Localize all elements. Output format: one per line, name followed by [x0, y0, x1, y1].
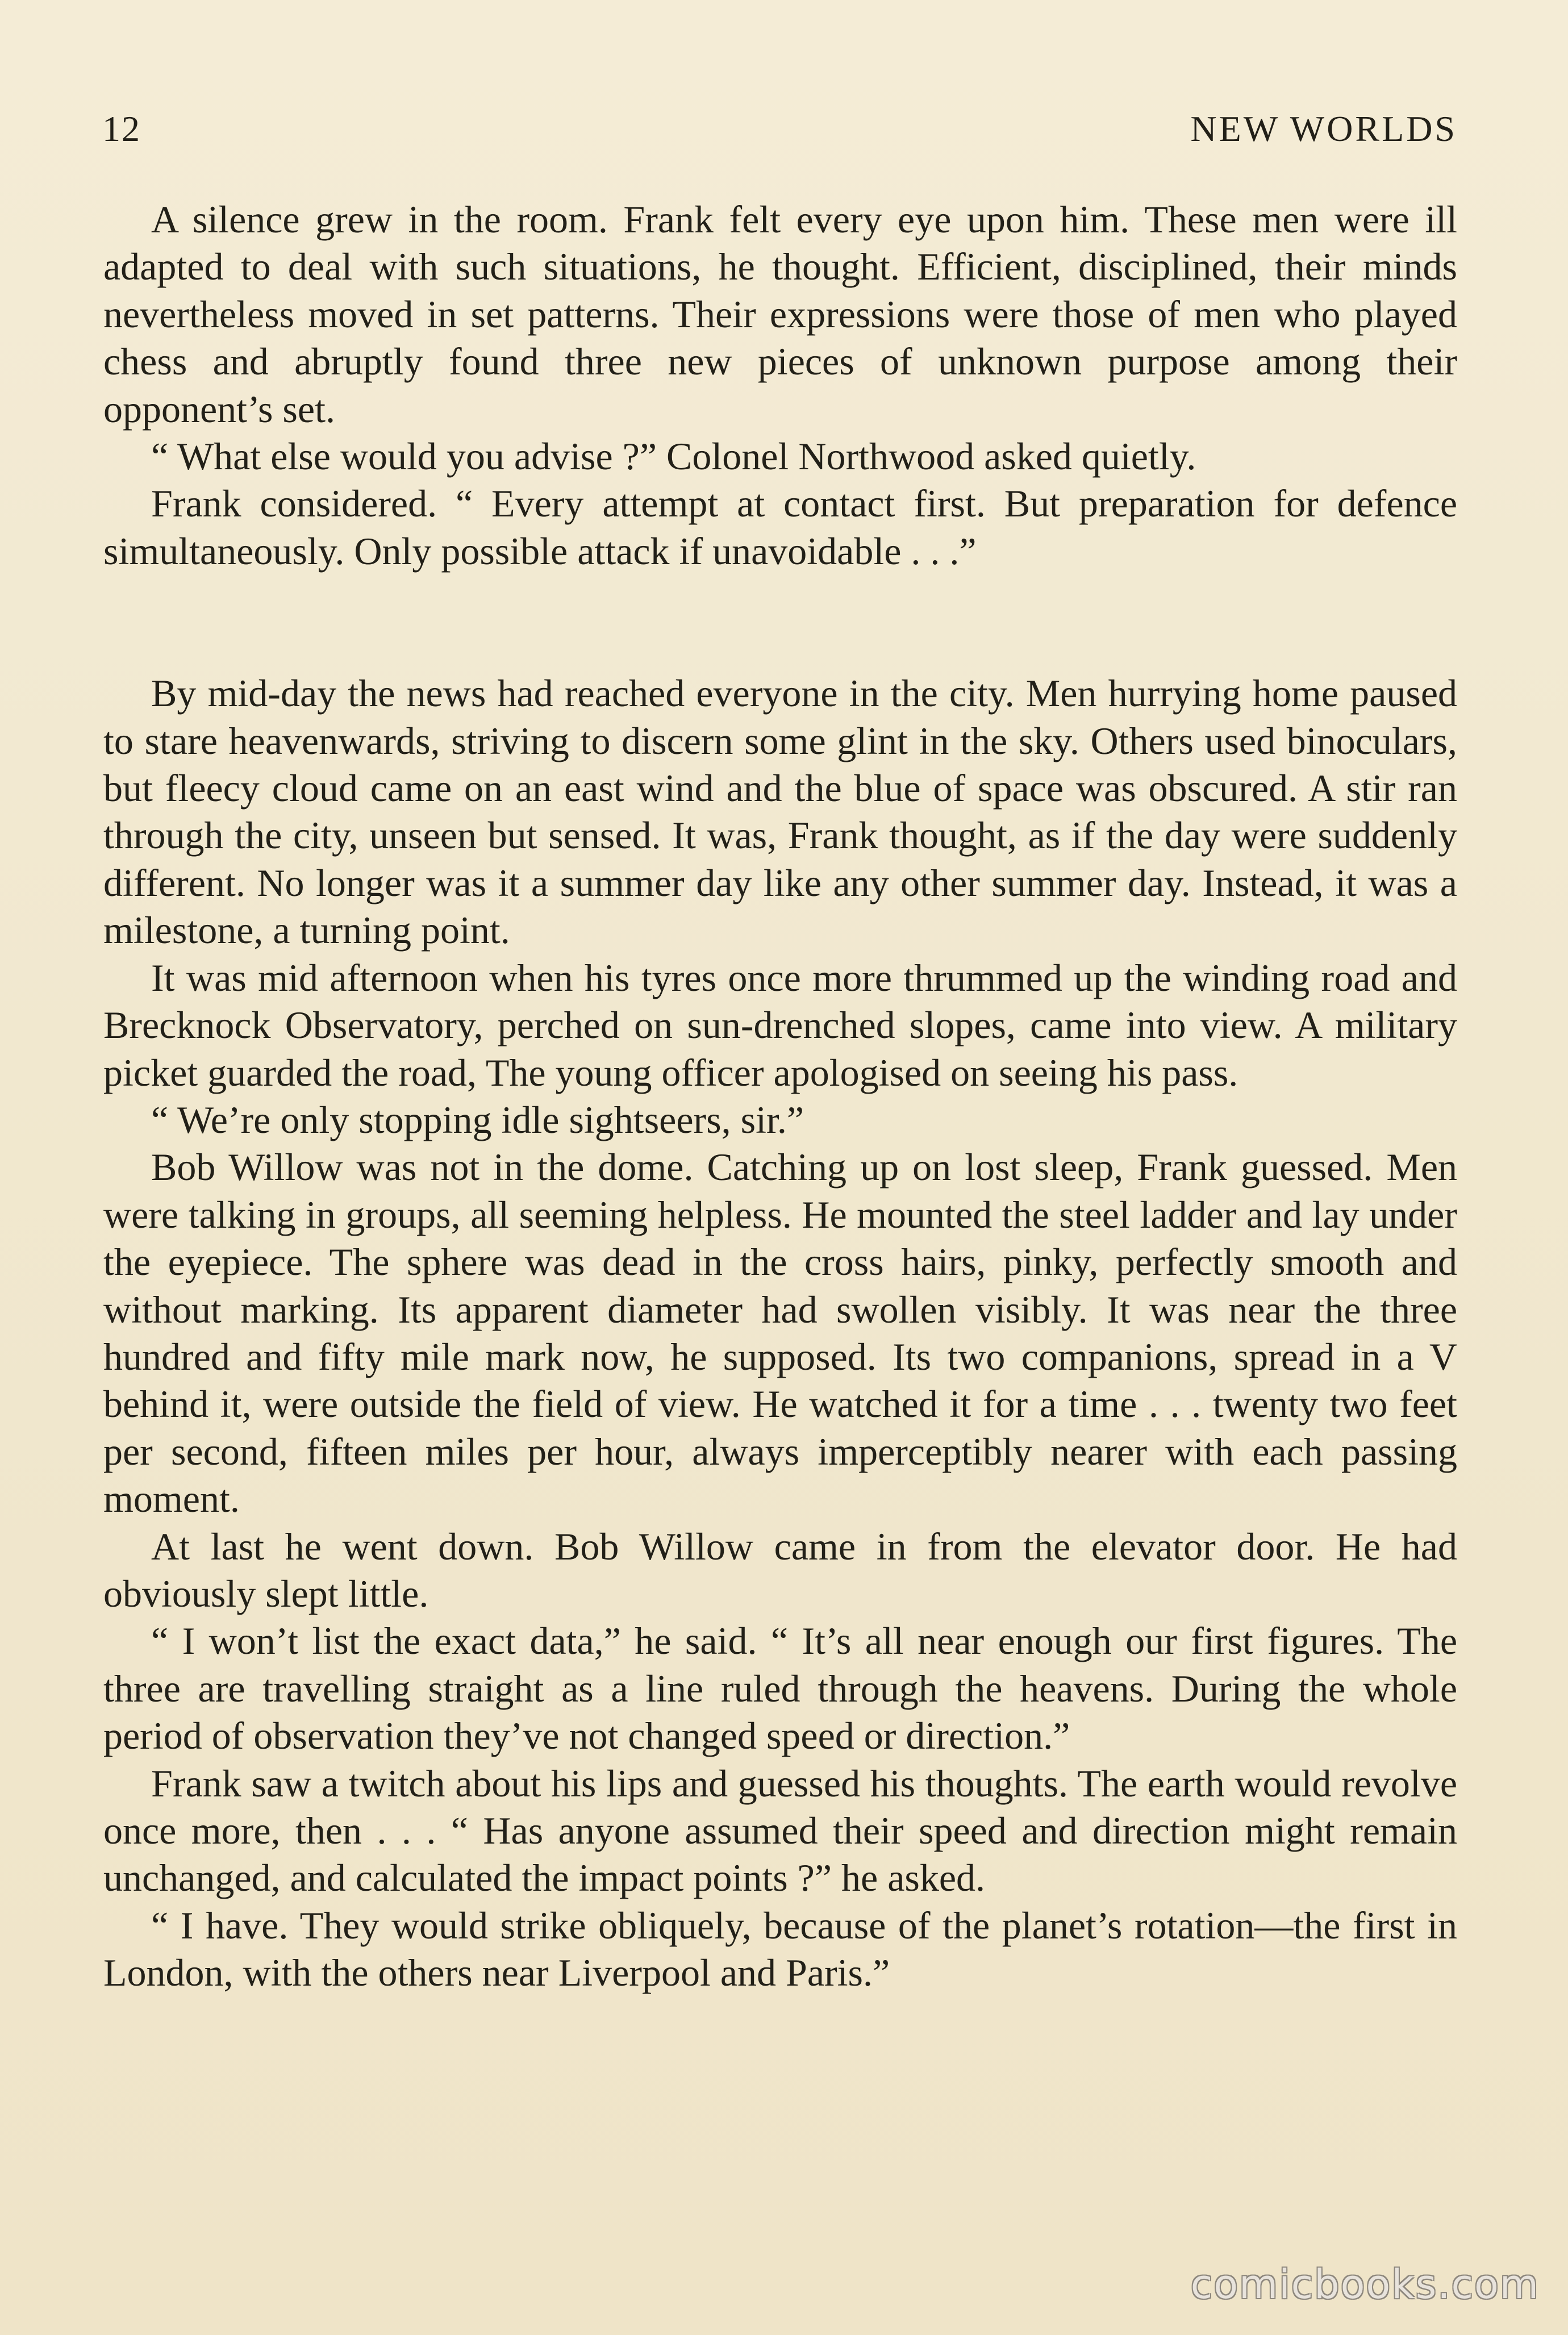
paragraph: Bob Willow was not in the dome. Catching up on lost sleep, Frank guessed. Men were talking in groups, all seeming helpless. He mounted the steel ladder and lay under the eyepiece. The sphere was dead in the cross hairs, pinky, perfectly smooth and without marking. Its apparent diameter had swollen visibly. It was near the three hundred and fifty mile mark now, he supposed. Its two companions, spread in a V behind it, were outside the field of view. He watched it for a time . . . twenty two feet per second, fifteen miles per hour, always imperceptibly nearer with each passing moment. — [103, 1145, 1457, 1521]
paragraph-section-start: By mid-day the news had reached everyone in the city. Men hurrying home paused to stare heavenwards, striving to discern some glint in the sky. Others used binoculars, but fleecy cloud came on an east wind and the blue of space was obscured. A stir ran through the city, unseen but sensed. It was, Frank thought, as if the day were suddenly different. No longer was it a summer day like any other summer day. Instead, it was a milestone, a turning point. — [103, 672, 1457, 952]
body-text — [103, 196, 1457, 1997]
paragraph: Frank considered. “ Every attempt at contact first. But preparation for defence simultaneously. Only possible attack if unavoidable . . .” — [103, 482, 1457, 573]
paragraph: “ What else would you advise ?” Colonel Northwood asked quietly. — [151, 435, 1196, 478]
paragraph: It was mid afternoon when his tyres once more thrummed up the winding road and Brecknock Observatory, perched on sun-drenched slopes, came into view. A military picket guarded the road, The young officer apologised on seeing his pass. — [103, 956, 1457, 1094]
paragraph: “ We’re only stopping idle sightseers, sir.” — [151, 1098, 804, 1141]
paragraph: At last he went down. Bob Willow came in from the elevator door. He had obviously slept little. — [103, 1524, 1457, 1615]
paragraph: A silence grew in the room. Frank felt every eye upon him. These men were ill adapted to deal with such situations, he thought. Efficient, disciplined, their minds nevertheless moved in set patterns. Their expressions were those of men who played chess and abruptly found three new pieces of unknown purpose among their opponent’s set. — [103, 198, 1457, 431]
page-header — [102, 108, 1457, 159]
page-number: 12 — [102, 109, 141, 149]
paragraph: “ I won’t list the exact data,” he said. “ It’s all near enough our first figures. The three are travelling straight as a line ruled through the heavens. During the whole period of observation they’ve not changed speed or direction.” — [103, 1619, 1457, 1758]
watermark: comicbooks.com — [1190, 2261, 1540, 2308]
paragraph: “ I have. They would strike obliquely, because of the planet’s rotation—the first in London, with the others near Liverpool and Paris.” — [103, 1903, 1457, 1995]
running-title: NEW WORLDS — [1190, 109, 1457, 149]
paragraph: Frank saw a twitch about his lips and guessed his thoughts. The earth would revolve once more, then . . . “ Has anyone assumed their speed and direction might remain unchanged, and calculated the impact points ?” he asked. — [103, 1761, 1457, 1900]
